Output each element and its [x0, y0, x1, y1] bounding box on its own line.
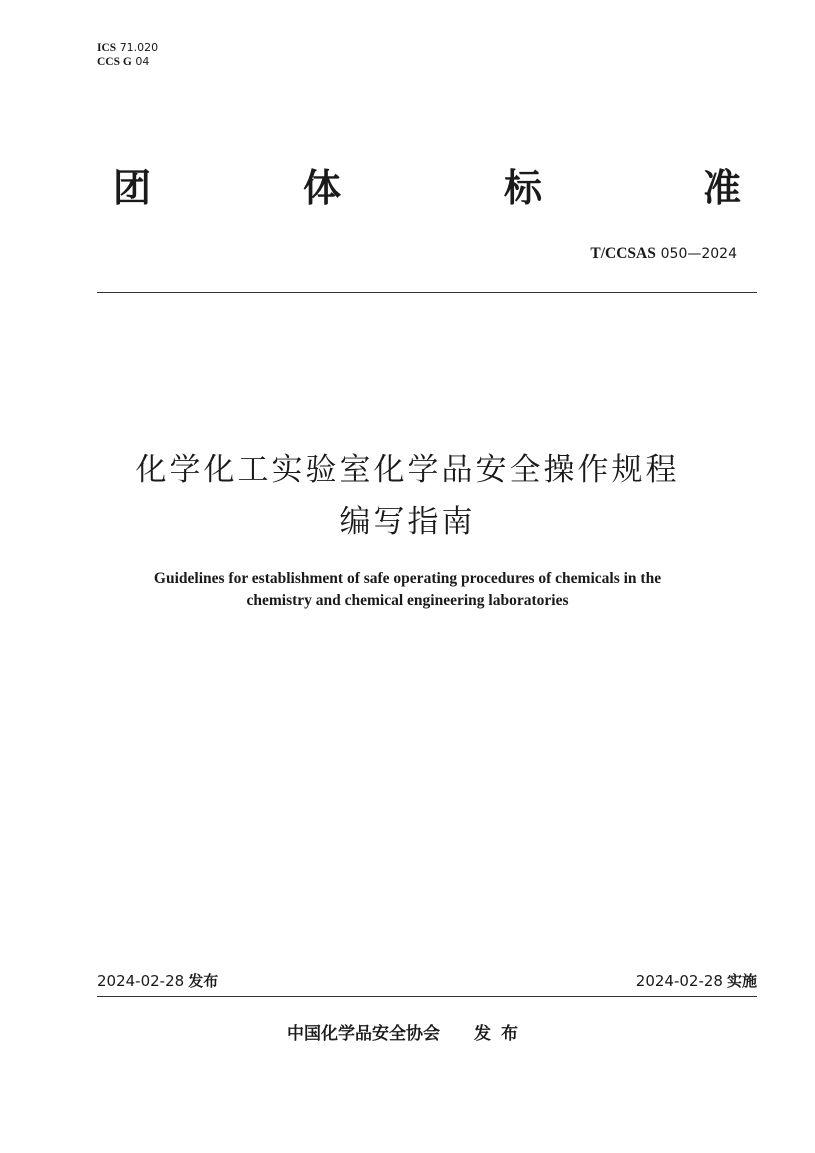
effective-date	[636, 971, 757, 991]
release-date-label: 发布	[188, 972, 219, 990]
title-chinese-line-2: 编写指南	[339, 504, 476, 540]
ccs-code	[97, 55, 158, 69]
classification-codes	[97, 41, 158, 69]
bottom-divider	[97, 996, 757, 997]
release-date-value: 2024-02-28	[97, 972, 185, 990]
ccs-value: 04	[135, 55, 150, 68]
publisher-suffix: 发布	[474, 1024, 528, 1044]
standard-number-prefix: T/CCSAS	[590, 245, 656, 262]
standard-type-char-4: 准	[703, 166, 742, 210]
effective-date-value: 2024-02-28	[635, 972, 723, 990]
standard-number	[590, 244, 737, 263]
standard-number-value: 050—2024	[660, 246, 737, 262]
ics-code	[97, 41, 158, 55]
publisher	[0, 1022, 815, 1046]
title-english-line-2: chemistry and chemical engineering laboratories	[246, 592, 569, 609]
ccs-label: CCS G	[97, 56, 132, 68]
ics-value: 71.020	[119, 41, 159, 54]
top-divider	[97, 292, 757, 293]
standard-type-heading	[97, 160, 757, 216]
release-date	[97, 971, 218, 991]
standard-type-char-1: 团	[113, 166, 152, 210]
standard-type-char-2: 体	[303, 166, 342, 210]
standard-type-char-3: 标	[504, 166, 543, 210]
title-chinese-line-1: 化学化工实验室化学品安全操作规程	[135, 452, 680, 488]
publisher-name: 中国化学品安全协会	[287, 1024, 440, 1044]
title-english	[60, 568, 755, 612]
ics-label: ICS	[97, 42, 117, 54]
title-english-line-1: Guidelines for establishment of safe operating procedures of chemicals in the	[153, 570, 662, 587]
title-chinese	[60, 444, 755, 548]
effective-date-label: 实施	[726, 972, 757, 990]
